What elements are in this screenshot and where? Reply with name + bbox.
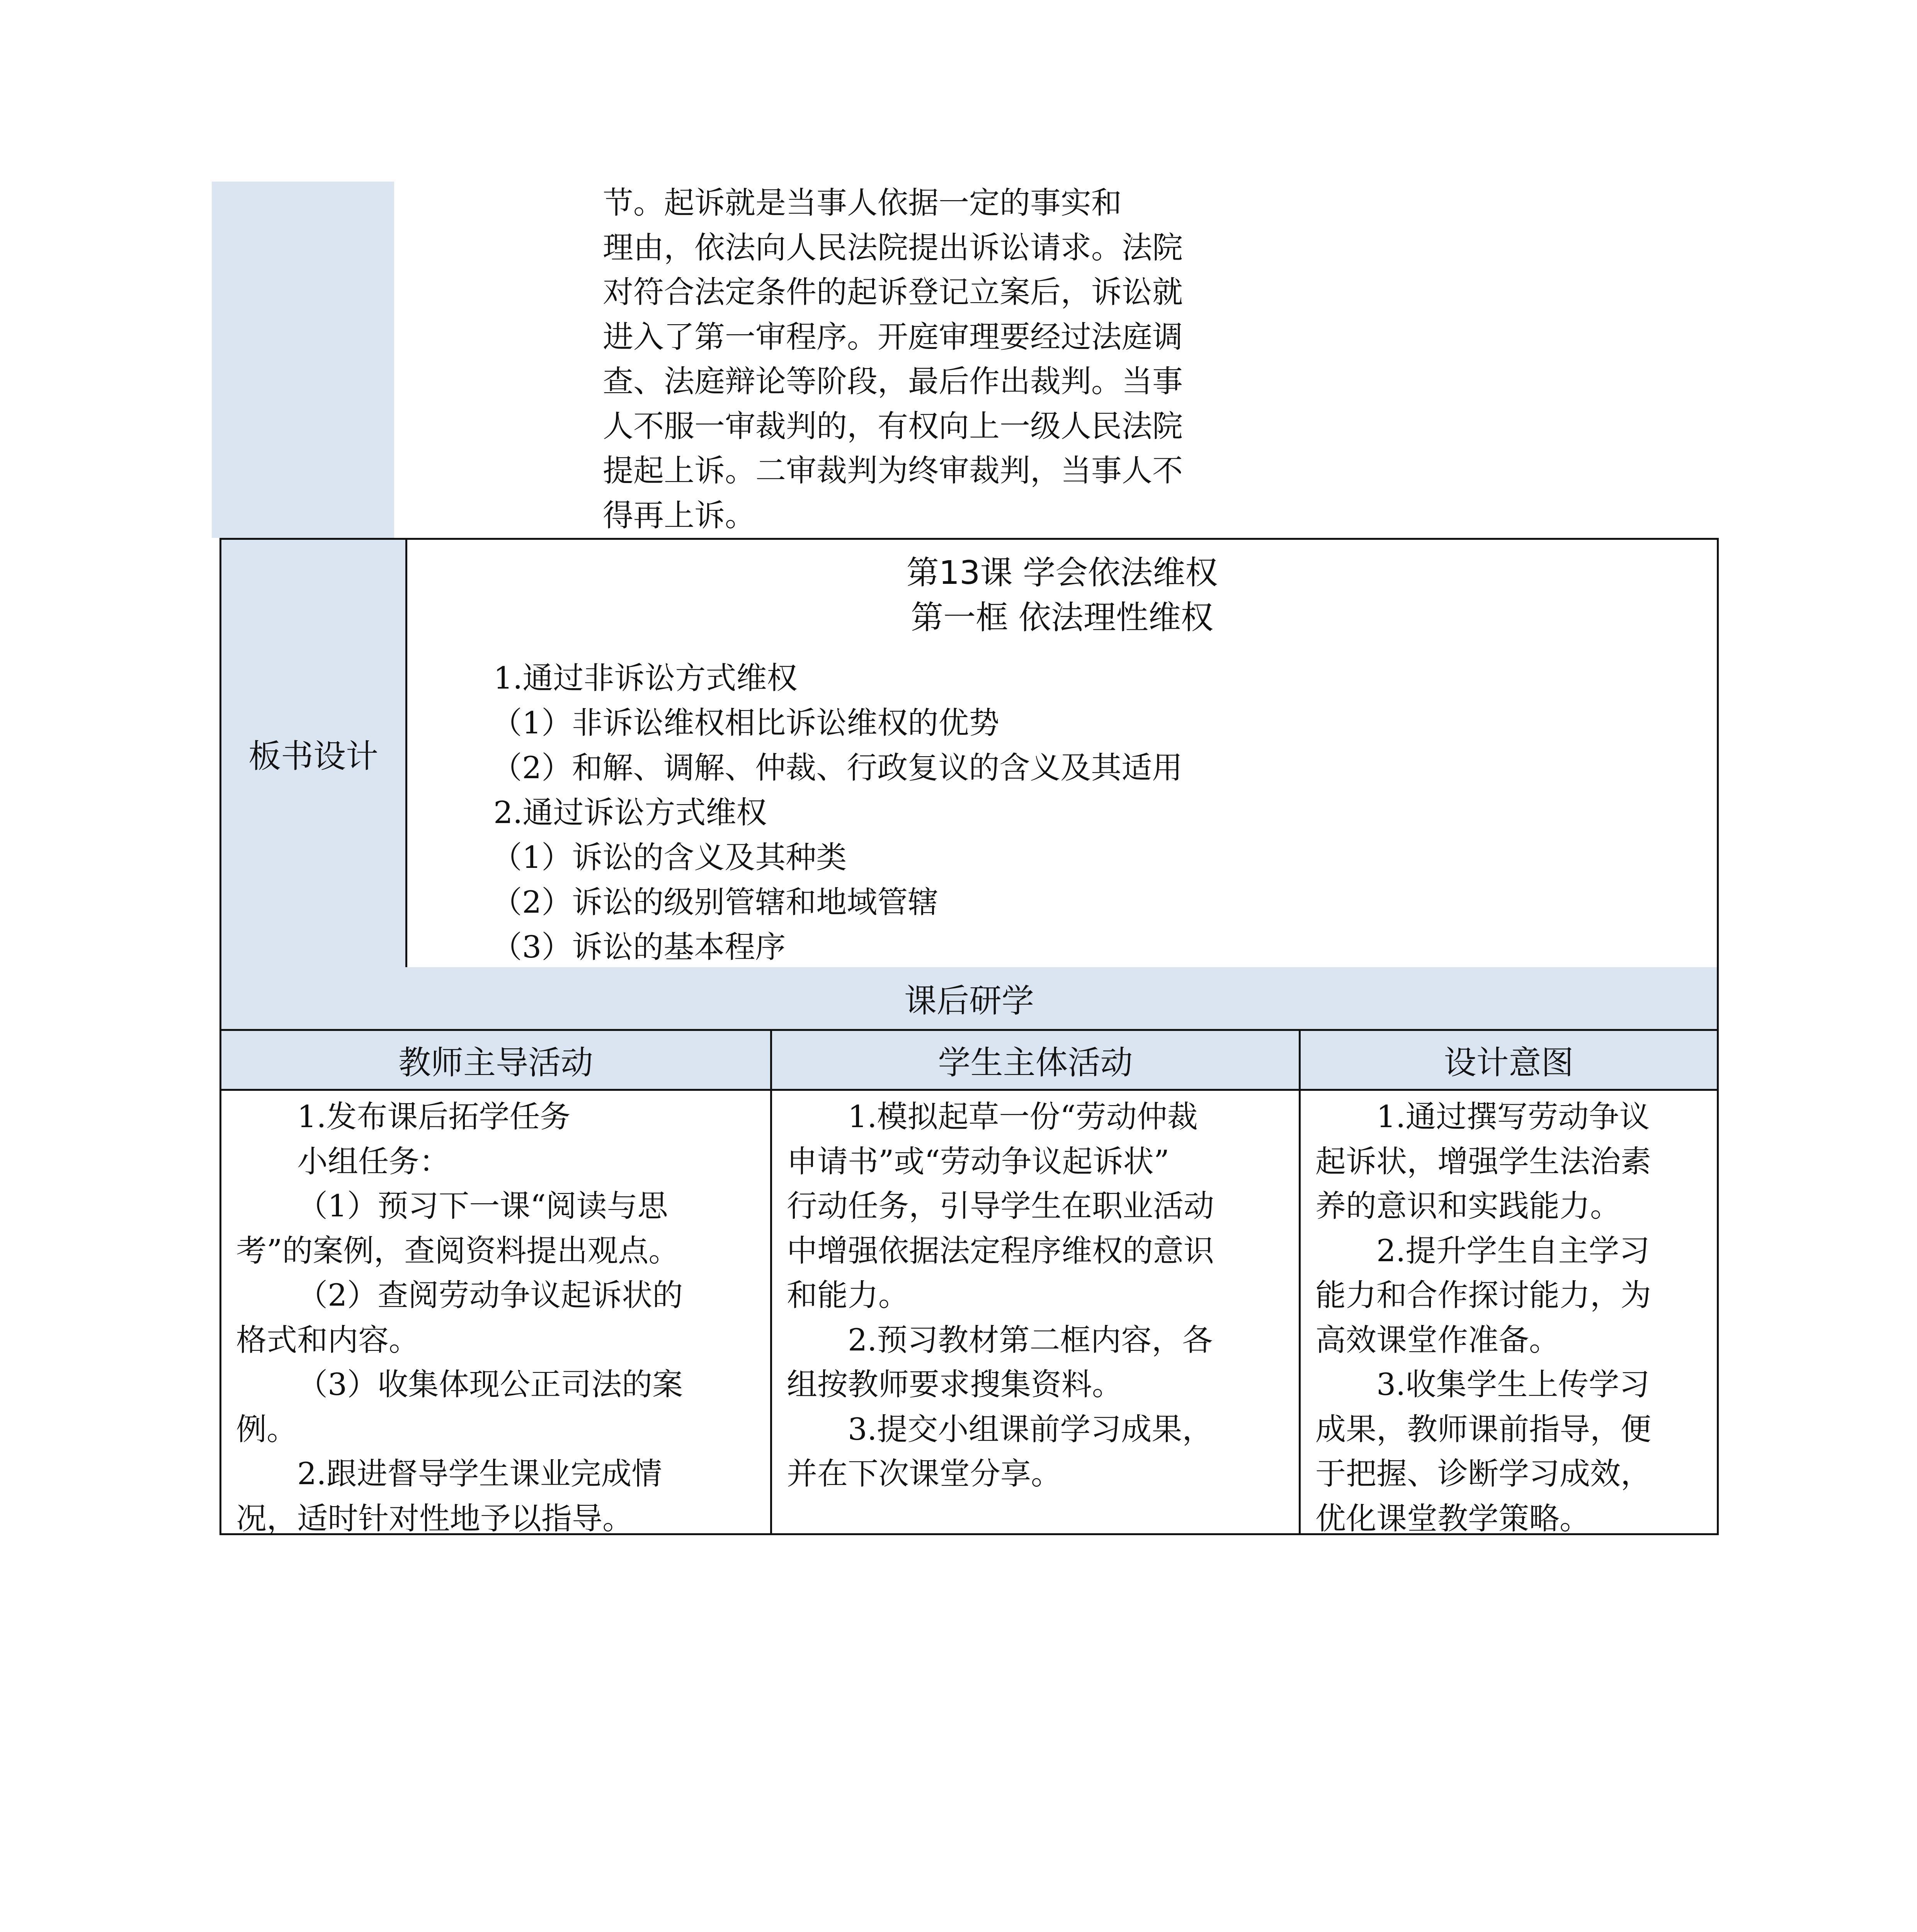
text-line: 起诉状，增强学生法治素	[1315, 1143, 1651, 1179]
board-item: 2.通过诉讼方式维权	[493, 795, 767, 830]
text-line: 2.预习教材第二框内容，各	[848, 1322, 1213, 1358]
board-item: （2）和解、调解、仲裁、行政复议的含义及其适用	[492, 750, 1183, 786]
board-item: （1）诉讼的含义及其种类	[492, 840, 847, 875]
shaded-label-cell	[212, 182, 394, 538]
board-title: 第13课 学会依法维权	[906, 554, 1218, 592]
text-line: 2.跟进督导学生课业完成情	[297, 1456, 662, 1492]
text-line: 提起上诉。二审裁判为终审裁判，当事人不	[603, 453, 1183, 488]
board-design-table	[219, 538, 1719, 969]
text-line: 对符合法定条件的起诉登记立案后，诉讼就	[603, 274, 1183, 310]
column-headers	[221, 1031, 1717, 1091]
text-line: 能力和合作探讨能力，为	[1315, 1277, 1651, 1313]
text-line: 1.通过撰写劳动争议	[1376, 1099, 1650, 1134]
research-heading: 课后研学	[221, 967, 1717, 1031]
text-line: 1.发布课后拓学任务	[297, 1099, 571, 1134]
board-subtitle: 第一框 依法理性维权	[911, 599, 1213, 636]
text-line: 进入了第一审程序。开庭审理要经过法庭调	[603, 319, 1183, 355]
text-line: （3）收集体现公正司法的案	[297, 1367, 683, 1402]
text-line: 得再上诉。	[603, 497, 755, 533]
text-line: 成果，教师课前指导，便	[1315, 1411, 1651, 1447]
text-line: 优化课堂教学策略。	[1315, 1500, 1590, 1536]
text-line: 1.模拟起草一份“劳动仲裁	[848, 1099, 1198, 1134]
text-line: 查、法庭辩论等阶段，最后作出裁判。当事	[603, 364, 1183, 399]
column-header-intent: 设计意图	[1444, 1043, 1574, 1082]
text-line: 2.提升学生自主学习	[1376, 1233, 1650, 1269]
design-intent-cell	[1301, 1091, 1717, 1535]
student-activity-cell	[772, 1091, 1301, 1535]
text-line: 中增强依据法定程序维权的意识	[787, 1233, 1214, 1269]
text-line: 考”的案例，查阅资料提出观点。	[236, 1233, 679, 1269]
text-line: 申请书”或“劳动争议起诉状”	[787, 1143, 1170, 1179]
text-line: 并在下次课堂分享。	[787, 1456, 1061, 1492]
text-line: 和能力。	[787, 1277, 909, 1313]
column-header-teacher: 教师主导活动	[221, 1031, 772, 1089]
text-line: 行动任务，引导学生在职业活动	[787, 1188, 1214, 1224]
board-item: （2）诉讼的级别管辖和地域管辖	[492, 884, 939, 920]
text-line: 养的意识和实践能力。	[1315, 1188, 1621, 1224]
text-line: 3.提交小组课前学习成果，	[848, 1411, 1213, 1447]
column-header-student: 学生主体活动	[772, 1031, 1301, 1089]
board-design-content	[407, 540, 1717, 967]
teacher-activity-cell	[221, 1091, 772, 1535]
text-line: 格式和内容。	[236, 1322, 419, 1358]
text-line: 3.收集学生上传学习	[1376, 1367, 1650, 1402]
text-line: （1）预习下一课“阅读与思	[297, 1188, 668, 1224]
text-line: 高效课堂作准备。	[1315, 1322, 1560, 1358]
text-line: （2）查阅劳动争议起诉状的	[297, 1277, 683, 1313]
text-line: 节。起诉就是当事人依据一定的事实和	[603, 185, 1122, 221]
board-item: （1）非诉讼维权相比诉讼维权的优势	[492, 705, 1000, 741]
board-item: 1.通过非诉讼方式维权	[493, 660, 798, 696]
continuation-text	[603, 181, 1267, 538]
research-body-row	[221, 1091, 1717, 1535]
text-line: 人不服一审裁判的，有权向上一级人民法院	[603, 408, 1183, 444]
board-design-label: 板书设计	[221, 540, 407, 967]
text-line: 例。	[236, 1411, 297, 1447]
text-line: 小组任务：	[297, 1143, 450, 1179]
after-class-research-table	[219, 967, 1719, 1535]
text-line: 况，适时针对性地予以指导。	[236, 1500, 633, 1536]
text-line: 于把握、诊断学习成效，	[1315, 1456, 1651, 1492]
text-line: 理由，依法向人民法院提出诉讼请求。法院	[603, 230, 1183, 265]
text-line: 组按教师要求搜集资料。	[787, 1367, 1123, 1402]
board-item: （3）诉讼的基本程序	[492, 929, 786, 965]
